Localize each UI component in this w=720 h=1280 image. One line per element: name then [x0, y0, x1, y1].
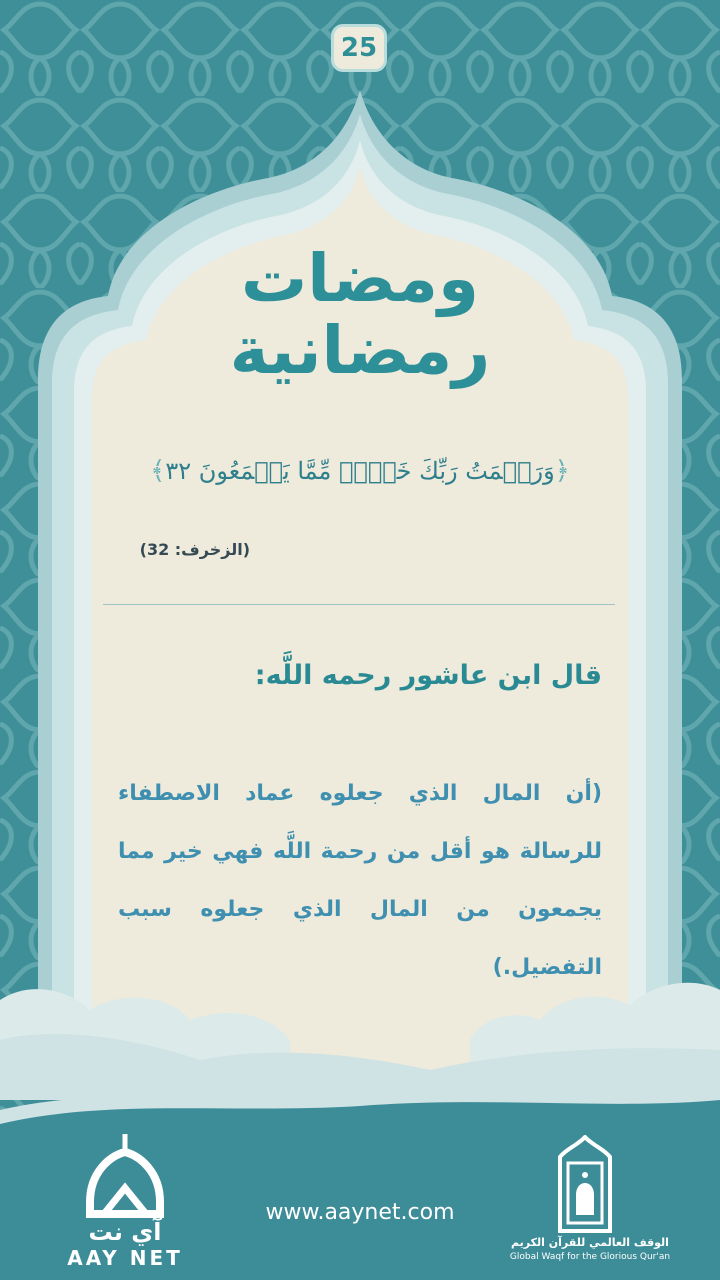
title-line-2: رمضانية	[229, 312, 491, 389]
commentary-speaker: قال ابن عاشور رحمه اللَّه:	[254, 660, 602, 691]
aaynet-arabic-label: آي نت	[88, 1218, 162, 1246]
waqf-arabic-name: الوقف العالمي للقرآن الكريم	[511, 1236, 669, 1249]
page-number-badge: 25	[331, 24, 387, 72]
commentary-quote: (أن المال الذي جعلوه عماد الاصطفاء للرسالة هو أقل من رحمة اللَّه فهي خير مما يجمعون من المال الذي جعلوه سبب التفضيل.)	[118, 781, 602, 980]
aaynet-latin-label: AAY NET	[67, 1246, 183, 1270]
verse-reference: (الزخرف: 32)	[139, 540, 250, 559]
website-link[interactable]: www.aaynet.com	[265, 1200, 455, 1225]
verse-ornament-left-icon: ﴾	[150, 456, 166, 486]
verse-ornament-right-icon: ﴿	[554, 456, 570, 486]
title-line-1: ومضات	[240, 240, 480, 317]
divider	[103, 604, 615, 605]
waqf-english-name: Global Waqf for the Glorious Qur'an	[509, 1252, 671, 1262]
ayah-number-mark: ٣٢	[165, 457, 192, 485]
global-waqf-logo-icon[interactable]	[552, 1135, 618, 1245]
verse-text: وَرَحۡمَتُ رَبِّكَ خَيۡرٞ مِّمَّا يَجۡمَعُونَ	[198, 457, 555, 485]
quran-verse	[118, 456, 602, 496]
